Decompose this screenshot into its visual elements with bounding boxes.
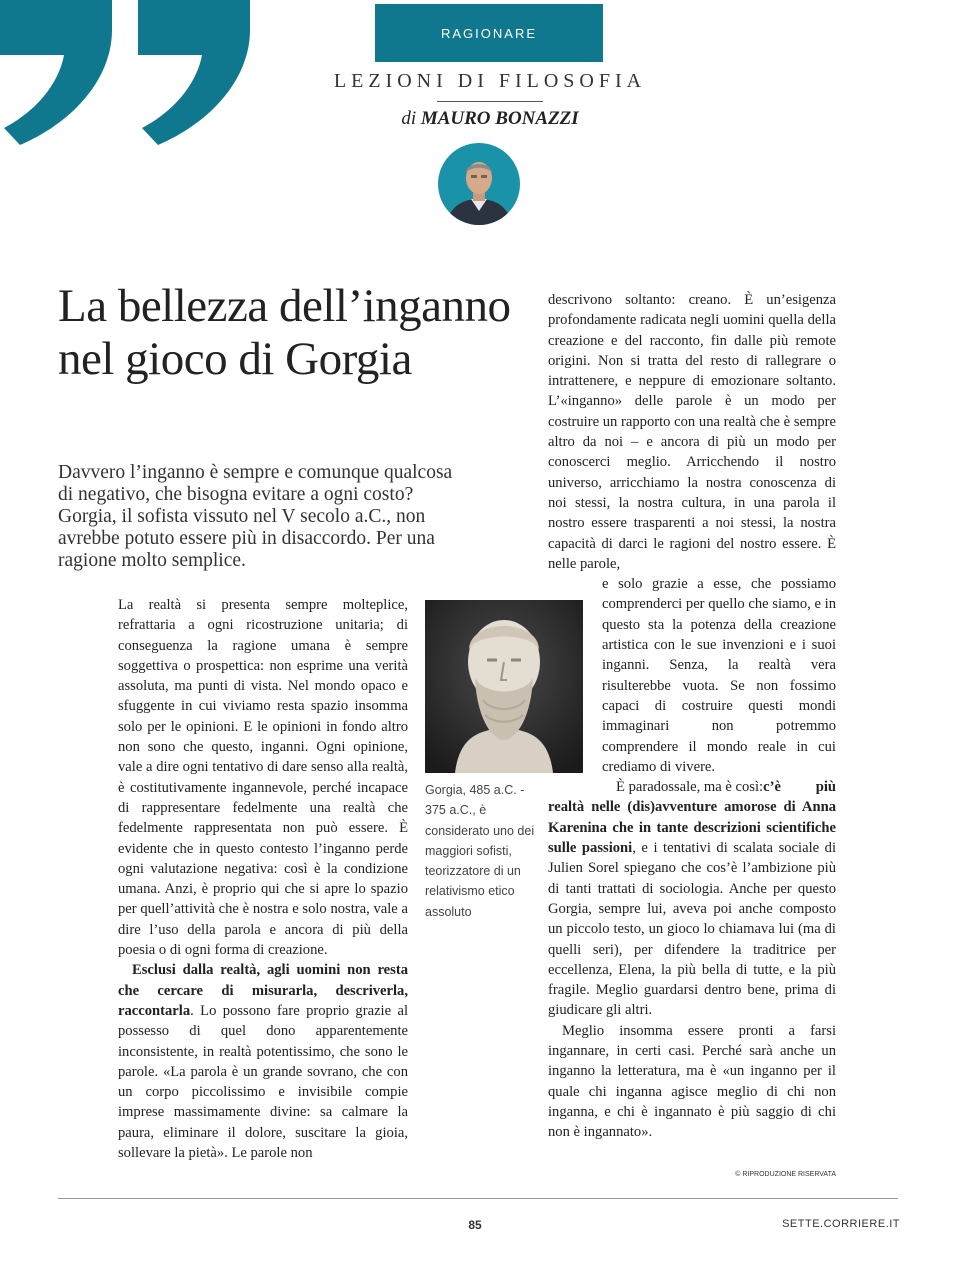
section-tag [375,4,603,62]
image-caption: Gorgia, 485 a.C. - 375 a.C., è considerato uno dei maggiori sofisti, teorizzatore di un relativismo etico assoluto [425,783,535,919]
divider [437,101,543,102]
lead-paragraph: Davvero l’inganno è sempre e comunque qualcosa di negativo, che bisogna evitare a ogni costo? Gorgia, il sofista vissuto nel V secolo a.C., non avrebbe potuto essere più in disaccordo. Per una ragione molto semplice. [58,462,453,571]
body-text: . Lo possono fare proprio grazie al possesso di quel dono apparentemente inconsistente, in realtà potentissimo, che sono le parole. «La parola è un grande sovrano, che con un corpo piccolissimo e invisibile compie imprese massimamente divine: sa calmare la paura, eliminare il dolore, suscitare la gioia, sollevare la pietà». Le parole non [118,1002,408,1162]
body-paragraph: La realtà si presenta sempre molteplice, refrattaria a ogni ricostruzione unitaria; di conseguenza la ragione umana è sempre soggettiva o prospettica: non esprime una verità assoluta, ma punti di vista. Nel mondo opaco e sfuggente in cui viviamo resta spazio insomma solo per le opinioni. E le opinioni in fondo altro non sono che questo, inganni. Ogni opinione, vale a dire ogni tentativo di dare senso alla realtà, è costitutivamente ingannevole, perché incapace di rappresentare fedelmente una realtà che fedelmente rappresentata non può essere. È evidente che in questo contesto l’inganno perde ogni valutazione negativa: così è la condizione umana. Anzi, è proprio qui che si apre lo spazio per quell’attività che è nostra e solo nostra, vale a dire l’uso della parola e ancora di più della poesia o di ogni forma di creazione. [118,597,408,959]
site-url: SETTE.CORRIERE.IT [782,1218,900,1230]
body-paragraph: Meglio insomma essere pronti a farsi ingannare, in certi casi. Perché sarà anche un inganno la letteratura, ma è «un inganno per il quale chi inganna agisce meglio di chi non inganna, e chi è ingannato è più saggio di chi non è ingannato». [548,1022,836,1141]
body-paragraph: e solo grazie a esse, che possiamo comprenderci per quello che siamo, e in questo sta la potenza della creazione artistica con le sue invenzioni e i suoi inganni. Senza, la realtà vera risulterebbe vuota. Se non fossimo capaci di costruire questi mondi immaginari non potremmo comprendere il mondo reale in cui crediamo di vivere. [602,576,836,775]
page-number: 85 [468,1218,482,1232]
copyright-notice: © RIPRODUZIONE RISERVATA [735,1171,836,1178]
body-column-right [548,290,836,1142]
series-title: LEZIONI DI FILOSOFIA [333,70,647,92]
body-text: È paradossale, ma è così: [616,779,764,796]
byline [300,108,680,130]
headline [58,280,528,386]
body-paragraph [118,960,408,1163]
footer-divider [58,1198,898,1199]
body-column-left [118,595,408,1163]
author-portrait [438,143,520,225]
byline-prefix: di [401,108,417,129]
headline-line-1: La bellezza dell’inganno [58,280,511,332]
body-text: , e i tentativi di scalata sociale di Julien Sorel spiegano che cos’è l’ambizione più di tanti trattati di sociologia. Anche per questo Gorgia, sempre lui, aveva poi anche composto un piccolo testo, un gioco lo chiamava lui (ma di quelli seri), per difendere la traditrice per eccellenza, Elena, la più bella di tutte, e la più fragile. Meglio guardarsi dentro bene, prima di giudicare gli altri. [548,840,836,1019]
headline-line-2: nel gioco di Gorgia [58,333,412,385]
body-paragraph: descrivono soltanto: creano. È un’esigenza profondamente radicata negli uomini quella della creazione e del racconto, fin dalle più remote origini. Non si tratta del resto di rallegrare o intrattenere, e neppure di emozionare soltanto. L’«inganno» delle parole è un modo per costruire un rapporto con una realtà che è sempre altro da noi – e ancora di più un modo per conoscerci meglio. Arricchendo il nostro universo, arricchiamo la nostra conoscenza di noi stessi, la nostra cultura, in una parola il nostro essere trasparenti a noi stessi, la nostra capacità di darci le ragioni del nostro essere. È nelle parole, [548,292,836,572]
closing-quote-icon [0,0,260,150]
author-name: MAURO BONAZZI [420,108,579,129]
body-paragraph [548,777,836,1021]
pull-highlight: Esclusi dalla realtà, agli uomini non resta che cercare di misurarla, descriverla, raccontarla [118,962,408,1019]
section-tag-label: RAGIONARE [440,25,537,41]
pull-highlight: c’è più realtà nelle (dis)avventure amorose di Anna Karenina che in tante descrizioni scientifiche sulle passioni [548,779,836,857]
